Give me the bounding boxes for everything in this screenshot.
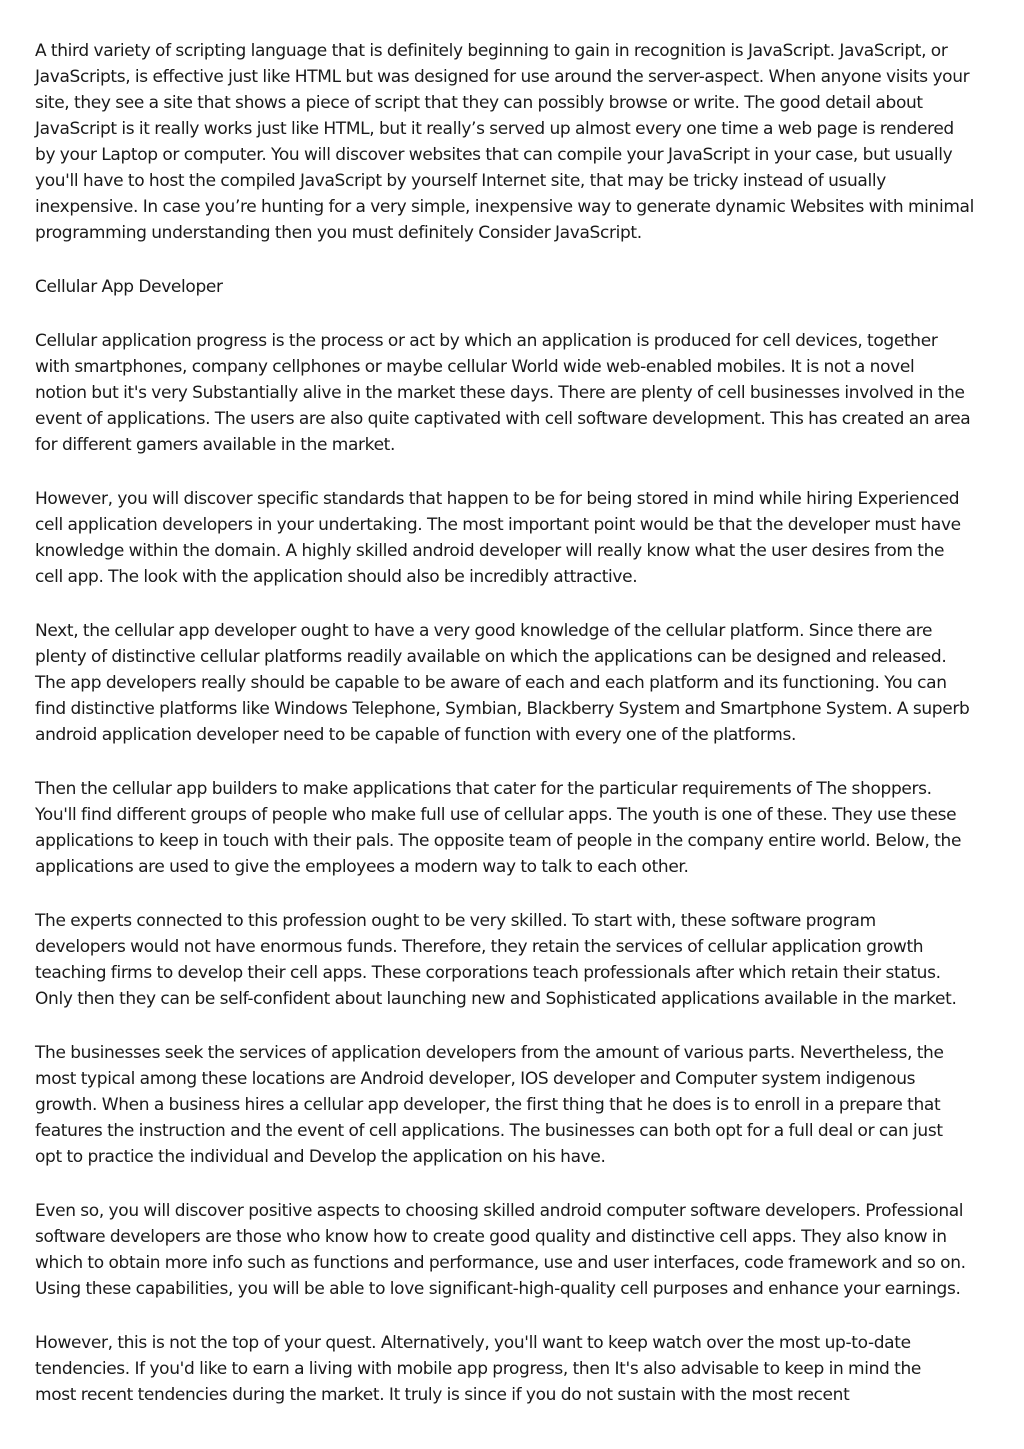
- paragraph-experts: The experts connected to this profession ought to be very skilled. To start with, these software program developers would not have enormous funds. Therefore, they retain the services of cellular application growth teaching firms to develop their cell apps. These corporations teach professionals after which retain their status. Only then they can be self-confident about launching new and Sophisticated applications available in the market.: [35, 911, 957, 1009]
- paragraph-mobile-development: Cellular application progress is the process or act by which an application is produced for cell devices, together with smartphones, company cellphones or maybe cellular World wide web-enabled mobiles. It is not a novel notion but it's very Substantially alive in the market these days. There are plenty of cell businesses involved in the event of applications. The users are also quite captivated with cell software development. This has created an area for different gamers available in the market.: [35, 331, 971, 455]
- paragraph-javascript: A third variety of scripting language that is definitely beginning to gain in recognition is JavaScript. JavaScript, or JavaScripts, is effective just like HTML but was designed for use around the server-aspect. When anyone visits your site, they see a site that shows a piece of script that they can possibly browse or write. The good detail about JavaScript is it really works just like HTML, but it really’s served up almost every one time a web page is rendered by your Laptop or computer. You will discover websites that can compile your JavaScript in your case, but usually you'll have to host the compiled JavaScript by yourself Internet site, that may be tricky instead of usually inexpensive. In case you’re hunting for a very simple, inexpensive way to generate dynamic Websites with minimal programming understanding then you must definitely Consider JavaScript.: [35, 41, 974, 243]
- paragraph-user-requirements: Then the cellular app builders to make applications that cater for the particular requirements of The shoppers. You'll find different groups of people who make full use of cellular apps. The youth is one of these. They use these applications to keep in touch with their pals. The opposite team of people in the company entire world. Below, the applications are used to give the employees a modern way to talk to each other.: [35, 779, 962, 877]
- document-body: [35, 38, 995, 1436]
- paragraph-businesses: The businesses seek the services of application developers from the amount of various parts. Nevertheless, the most typical among these locations are Android developer, IOS developer and Computer system indigenous growth. When a business hires a cellular app developer, the first thing that he does is to enroll in a prepare that features the instruction and the event of cell applications. The businesses can both opt for a full deal or can just opt to practice the individual and Develop the application on his have.: [35, 1043, 944, 1167]
- paragraph-hiring-standards: However, you will discover specific standards that happen to be for being stored in mind while hiring Experienced cell application developers in your undertaking. The most important point would be that the developer must have knowledge within the domain. A highly skilled android developer will really know what the user desires from the cell app. The look with the application should also be incredibly attractive.: [35, 489, 961, 587]
- paragraph-positive-aspects: Even so, you will discover positive aspects to choosing skilled android computer software developers. Professional software developers are those who know how to create good quality and distinctive cell apps. They also know in which to obtain more info such as functions and performance, use and user interfaces, code framework and so on. Using these capabilities, you will be able to love significant-high-quality cell purposes and enhance your earnings.: [35, 1201, 966, 1299]
- paragraph-platform-knowledge: Next, the cellular app developer ought to have a very good knowledge of the cellular platform. Since there are plenty of distinctive cellular platforms readily available on which the applications can be designed and released. The app developers really should be capable to be aware of each and each platform and its functioning. You can find distinctive platforms like Windows Telephone, Symbian, Blackberry System and Smartphone System. A superb android application developer need to be capable of function with every one of the platforms.: [35, 621, 970, 745]
- paragraph-tendencies: However, this is not the top of your quest. Alternatively, you'll want to keep watch over the most up-to-date tendencies. If you'd like to earn a living with mobile app progress, then It's also advisable to keep in mind the most recent tendencies during the market. It truly is since if you do not sustain with the most recent: [35, 1333, 921, 1405]
- section-heading: Cellular App Developer: [35, 277, 223, 297]
